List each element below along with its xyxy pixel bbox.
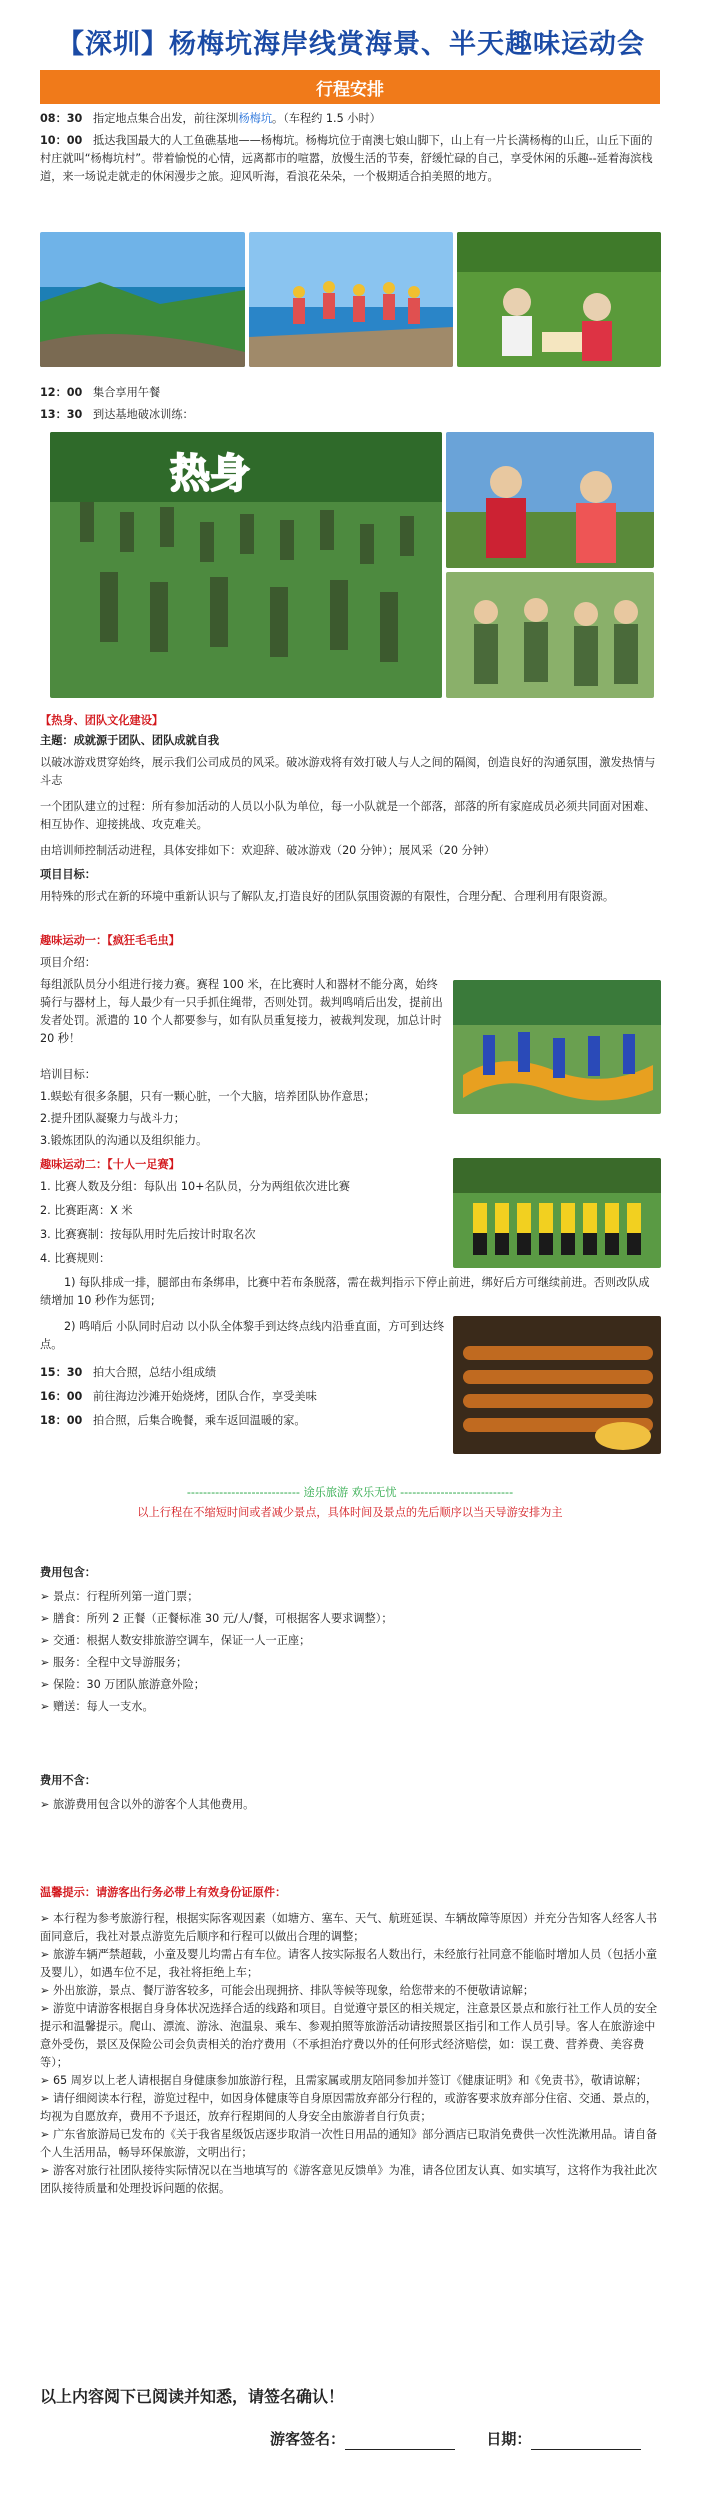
schedule-1800 — [40, 1412, 660, 1430]
time-1530: 15：30 — [40, 1366, 83, 1379]
text-1000: 抵达我国最大的人工鱼礁基地——杨梅坑。杨梅坑位于南澳七娘山脚下，山上有一片长满杨梅的山丘，山丘下面的村庄就叫“杨梅坑村”。带着愉悦的心情，远离都市的喧嚣，放慢生活的节奏，舒缓忙碌的自己，享受休闲的乐趣--延着海滨栈道，来一场说走就走的休闲漫步之旅。迎风听海，看浪花朵朵，一个极期适合拍美照的地方。 — [40, 134, 653, 183]
signature-row — [270, 2428, 660, 2450]
schedule-1000 — [40, 132, 660, 186]
fee-item: ➢ 服务：全程中文导游服务； — [40, 1654, 660, 1672]
place-link[interactable]: 杨梅坑 — [238, 112, 273, 125]
date-field[interactable] — [531, 2435, 641, 2450]
time-1200: 12：00 — [40, 386, 83, 399]
tip-item: ➢ 请仔细阅读本行程，游览过程中，如因身体健康等自身原因需放弃部分行程的，或游客要求放弃部分住宿、交通、景点的，均视为自愿放弃，费用不予退还，放弃行程期间的人身安全由旅游者自行负责； — [40, 2090, 660, 2126]
time-0830: 08：30 — [40, 112, 83, 125]
tip-item: ➢ 本行程为参考旅游行程，根据实际客观因素（如塘方、塞车、天气、航班延误、车辆故障等原因）并充分告知客人经客人书面同意后，我社对景点游览先后顺序和行程可以做出合理的调整； — [40, 1910, 660, 1946]
tips-list — [40, 1910, 660, 2198]
tip-item: ➢ 旅游车辆严禁超载，小童及婴儿均需占有车位。请客人按实际报名人数出行，未经旅行社同意不能临时增加人员（包括小童及婴儿），如遇车位不足，我社将拒绝上车； — [40, 1946, 660, 1982]
text-0830: 指定地点集合出发，前往深圳 — [93, 112, 239, 125]
text-1330: 到达基地破冰训练： — [93, 408, 194, 421]
tip-item: ➢ 广东省旅游局已发布的《关于我省星级饭店逐步取消一次性日用品的通知》部分酒店已取消免费供一次性洗漱用品。请自备个人生活用品，畅导环保旅游，文明出行； — [40, 2126, 660, 2162]
teambuilding-theme: 主题：成就源于团队、团队成就自我 — [40, 734, 220, 747]
game1-heading: 趣味运动一：【疯狂毛毛虫】 — [40, 934, 180, 947]
text-1530: 拍大合照，总结小组成绩 — [93, 1366, 217, 1379]
schedule-1600 — [40, 1388, 660, 1406]
game2-heading: 趣味运动二：【十人一足赛】 — [40, 1158, 180, 1171]
teambuilding-p1: 以破冰游戏贯穿始终，展示我们公司成员的风采。破冰游戏将有效打破人与人之间的隔阂，创造良好的沟通氛围，激发热情与斗志 — [40, 756, 656, 787]
teambuilding-tag: 【热身、团队文化建设】 — [40, 714, 164, 727]
schedule-0830 — [40, 110, 660, 128]
game2-rule-4: 4. 比赛规则： — [40, 1252, 111, 1265]
fee-include-list — [40, 1588, 660, 1720]
text-0830-tail: 。（车程约 1.5 小时） — [272, 112, 381, 125]
group-jump-photo — [249, 232, 453, 367]
coast-photo — [40, 232, 245, 367]
game2-sub-rule-2: 2) 鸣哨后 小队同时启动 以小队全体黎手到达终点线内沿垂直面，方可到达终点。 — [40, 1320, 445, 1351]
text-1600: 前往海边沙滩开始烧烤，团队合作，享受美味 — [93, 1390, 317, 1403]
fee-item: ➢ 交通：根据人数安排旅游空调车，保证一人一正座； — [40, 1632, 660, 1650]
sign-label: 游客签名： — [270, 2430, 346, 2448]
game1-intro: 每组派队员分小组进行接力赛。赛程 100 米，在比赛时人和器材不能分离，始终骑行与器材上，每人最少有一只手抓住绳带，否则处罚。裁判鸣哨后出发，提前出发者处罚。派遣的 10 个人都要参与，如有队员重复接力，被裁判发现，加总计时 20 秒！ — [40, 978, 443, 1045]
slogan-line: ---------------------------- 途乐旅游 欢乐无忧 ---------------------------- — [186, 1486, 514, 1499]
cheer-photo — [446, 432, 654, 568]
time-1600: 16：00 — [40, 1390, 83, 1403]
fee-item: ➢ 膳食：所列 2 正餐（正餐标准 30 元/人/餐，可根据客人要求调整）； — [40, 1610, 660, 1628]
game1-intro-label: 项目介绍： — [40, 956, 96, 969]
fee-item: ➢ 赠送：每人一支水。 — [40, 1698, 660, 1716]
game1-train-label: 培训目标： — [40, 1068, 96, 1081]
game2-rule-1: 1. 比赛人数及分组：每队出 10+名队员，分为两组依次进比赛 — [40, 1180, 350, 1193]
fee-exclude-label: 费用不含： — [40, 1774, 96, 1787]
fee-exclude-list — [40, 1796, 660, 1814]
tip-item: ➢ 外出旅游，景点、餐厅游客较多，可能会出现拥挤、排队等候等现象，给您带来的不便敬请谅解； — [40, 1982, 660, 2000]
goal-label: 项目目标： — [40, 868, 96, 881]
team-photo — [446, 572, 654, 698]
teambuilding-p3: 由培训师控制活动进程，具体安排如下：欢迎辞、破冰游戏（20 分钟）；展风采（20 分钟） — [40, 844, 496, 857]
page-title: 【深圳】杨梅坑海岸线赏海景、半天趣味运动会 — [57, 29, 645, 60]
game1-goal-1: 1.蜈蚣有很多条腿，只有一颗心脏，一个大脑，培养团队协作意思； — [40, 1090, 376, 1103]
date-label: 日期： — [486, 2430, 532, 2448]
goal-text: 用特殊的形式在新的环境中重新认识与了解队友,打造良好的团队氛围资源的有限性，合理分配、合理利用有限资源。 — [40, 890, 615, 903]
bbq-photo — [453, 1316, 661, 1454]
game1-goal-3: 3.锻炼团队的沟通以及组织能力。 — [40, 1134, 208, 1147]
signature-field[interactable] — [345, 2435, 455, 2450]
game2-rule-3: 3. 比赛赛制：按每队用时先后按计时取名次 — [40, 1228, 256, 1241]
tip-item: ➢ 游览中请游客根据自身身体状况选择合适的线路和项目。自觉遵守景区的相关规定，注意景区景点和旅行社工作人员的安全提示和温馨提示。爬山、漂流、游泳、泡温泉、乘车、参观拍照等旅游活动请按照景区指引和工作人员引导。客人在旅游途中意外受伤，景区及保险公司会负责相关的治疗费用（不承担治疗费以外的任何形式经济赔偿，如：误工费、营养费、美容费等）； — [40, 2000, 660, 2072]
tip-item: ➢ 游客对旅行社团队接待实际情况以在当地填写的《游客意见反馈单》为准，请各位团友认真、如实填写，这将作为我社此次团队接待质量和处理投诉问题的依据。 — [40, 2162, 660, 2198]
schedule-banner: 行程安排 — [40, 70, 660, 104]
time-1800: 18：00 — [40, 1414, 83, 1427]
warmup-photo — [50, 432, 442, 698]
tips-heading: 温馨提示：请游客出行务必带上有效身份证原件： — [40, 1886, 287, 1899]
teambuilding-p2: 一个团队建立的过程：所有参加活动的人员以小队为单位，每一小队就是一个部落，部落的所有家庭成员必须共同面对困难、相互协作、迎接挑战、攻克难关。 — [40, 800, 656, 831]
schedule-1200 — [40, 384, 660, 402]
game1-goal-2: 2.提升团队凝聚力与战斗力； — [40, 1112, 185, 1125]
time-1330: 13：30 — [40, 408, 83, 421]
fee-exclude-item: ➢ 旅游费用包含以外的游客个人其他费用。 — [40, 1796, 660, 1814]
warmup-overlay-text: 热身 — [170, 451, 250, 497]
fee-item: ➢ 保险：30 万团队旅游意外险； — [40, 1676, 660, 1694]
text-1800: 拍合照，后集合晚餐，乘车返回温暖的家。 — [93, 1414, 306, 1427]
schedule-1530 — [40, 1364, 660, 1382]
game2-sub-rule-1: 1) 每队排成一排，腿部由布条绑串，比赛中若布条脱落，需在裁判指示下停止前进，绑好后方可继续前进。否则改队成绩增加 10 秒作为惩罚; — [40, 1276, 650, 1307]
text-1200: 集合享用午餐 — [93, 386, 161, 399]
time-1000: 10：00 — [40, 134, 83, 147]
confirm-text: 以上内容阅下已阅读并知悉，请签名确认！ — [40, 2387, 345, 2406]
game2-rule-2: 2. 比赛距离：X 米 — [40, 1204, 133, 1217]
tip-item: ➢ 65 周岁以上老人请根据自身健康参加旅游行程，且需家属或朋友陪同参加并签订《健康证明》和《免责书》，敬请谅解； — [40, 2072, 660, 2090]
fee-item: ➢ 景点：行程所列第一道门票； — [40, 1588, 660, 1606]
fee-include-label: 费用包含： — [40, 1566, 96, 1579]
picnic-photo — [457, 232, 661, 367]
schedule-note: 以上行程在不缩短时间或者减少景点，具体时间及景点的先后顺序以当天导游安排为主 — [137, 1506, 563, 1519]
schedule-1330 — [40, 406, 660, 424]
